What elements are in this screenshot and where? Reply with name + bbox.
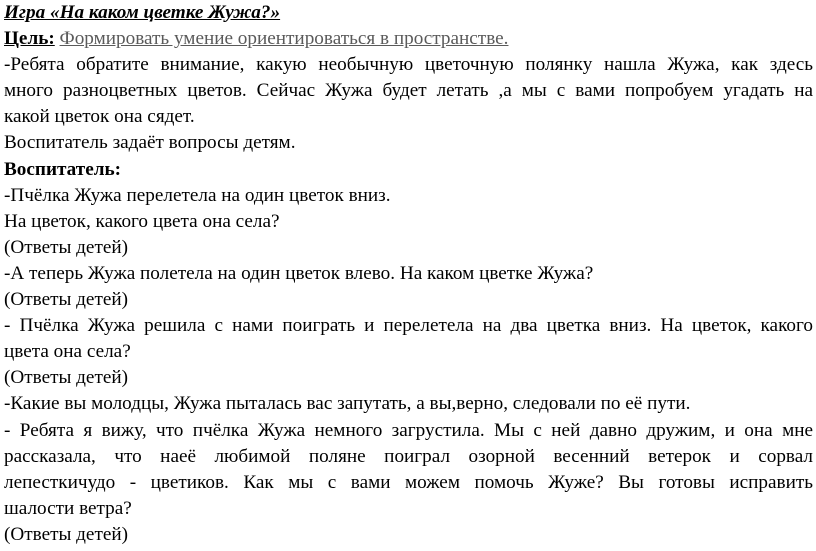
intro-line-2: много разноцветных цветов. Сейчас Жужа будет летать ,а мы с вами попробуем угадать на	[4, 80, 813, 102]
dialogue-line-14: (Ответы детей)	[4, 523, 129, 545]
goal-text: Формировать умение ориентироваться в пространстве.	[59, 28, 509, 50]
dialogue-line-5: (Ответы детей)	[4, 289, 129, 311]
game-title: Игра «На каком цветке Жужа?»	[4, 2, 281, 23]
dialogue-line-11: рассказала, что наеё любимой поляне поиграл озорной весенний ветерок и сорвал	[4, 445, 813, 467]
dialogue-line-8: (Ответы детей)	[4, 367, 129, 389]
goal-label: Цель:	[4, 28, 55, 50]
dialogue-line-2: На цветок, какого цвета она села?	[4, 210, 280, 232]
dialogue-line-10: - Ребята я вижу, что пчёлка Жужа немного загрустила. Мы с ней давно дружим, и она мне	[4, 419, 813, 441]
dialogue-line-4: -А теперь Жужа полетела на один цветок влево. На каком цветке Жужа?	[4, 262, 594, 284]
intro-line-3: какой цветок она сядет.	[4, 106, 195, 128]
teacher-note: Воспитатель задаёт вопросы детям.	[4, 132, 296, 154]
dialogue-line-12: лепесткичудо - цветиков. Как мы с вами можем помочь Жуже? Вы готовы исправить	[4, 471, 813, 493]
dialogue-line-7: цвета она села?	[4, 341, 131, 363]
dialogue-line-6: - Пчёлка Жужа решила с нами поиграть и перелетела на два цветка вниз. На цветок, какого	[4, 315, 813, 337]
dialogue-line-13: шалости ветра?	[4, 497, 132, 519]
dialogue-line-1: -Пчёлка Жужа перелетела на один цветок вниз.	[4, 184, 391, 206]
dialogue-line-3: (Ответы детей)	[4, 236, 129, 258]
dialogue-line-9: -Какие вы молодцы, Жужа пыталась вас запутать, а вы,верно, следовали по её пути.	[4, 393, 691, 415]
goal-line	[4, 26, 813, 52]
intro-line-1: -Ребята обратите внимание, какую необычную цветочную полянку нашла Жужа, как здесь	[4, 54, 813, 76]
speaker-label: Воспитатель:	[4, 158, 122, 180]
